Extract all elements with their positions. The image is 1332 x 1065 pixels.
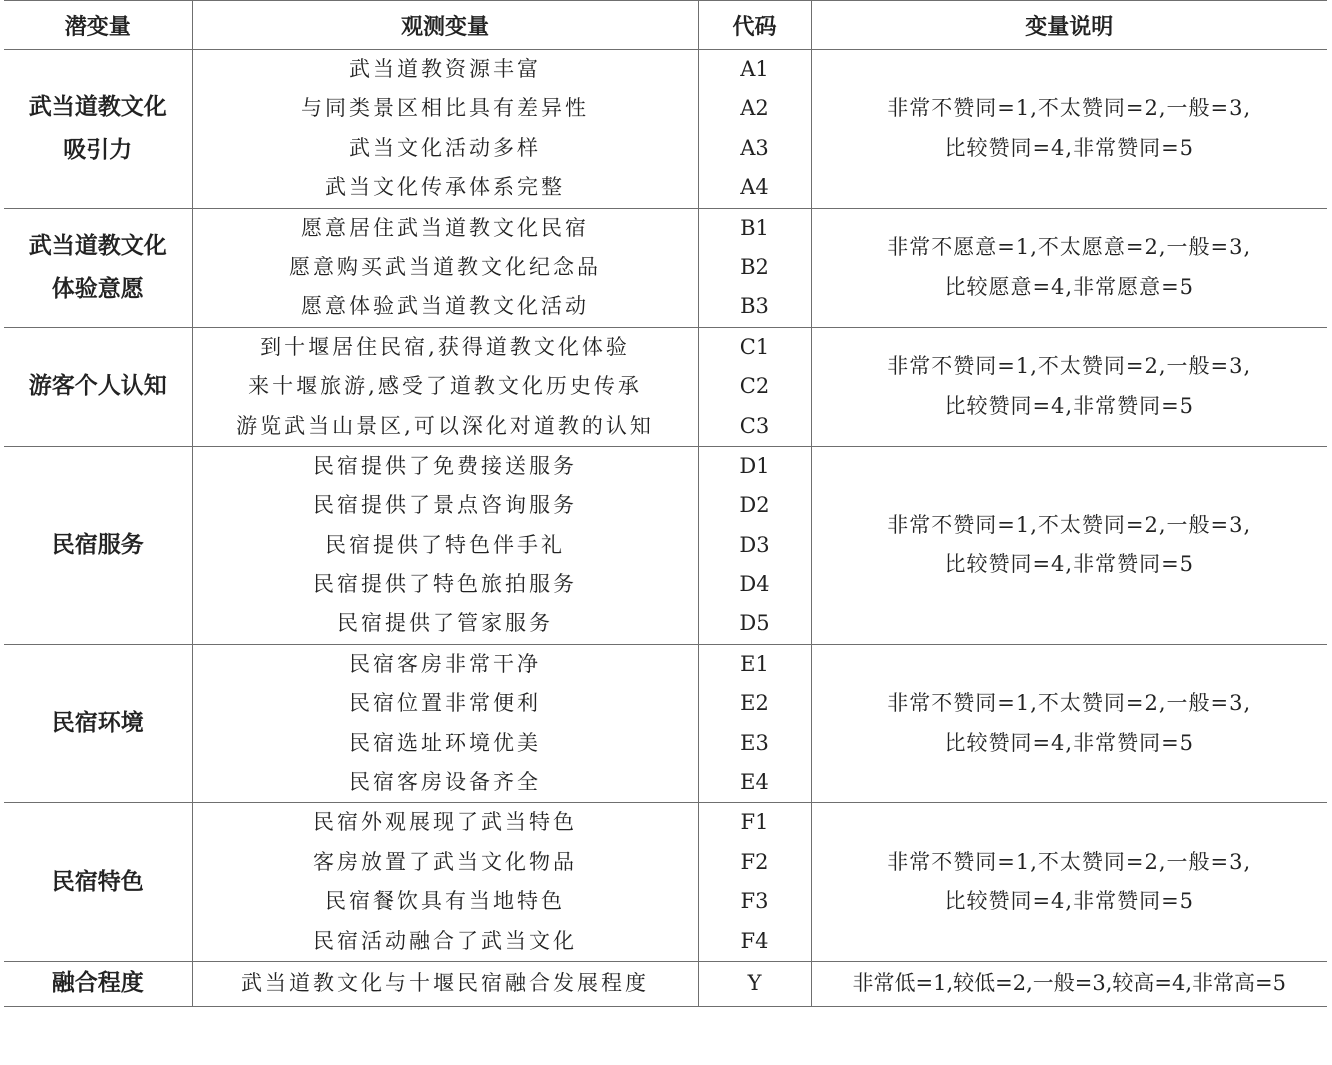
header-observed-variable: 观测变量 — [192, 1, 698, 50]
code-text: C1 — [739, 334, 770, 359]
code-text: B2 — [740, 254, 769, 279]
variable-description-text: 非常不赞同=1,不太赞同=2,一般=3, — [887, 691, 1252, 716]
latent-variable-label: 武当道教文化 — [28, 93, 167, 120]
code-text: A3 — [740, 135, 769, 160]
observed-variable-text: 民宿活动融合了武当文化 — [313, 928, 577, 953]
latent-variable-label: 游客个人认知 — [28, 373, 167, 400]
table-row — [4, 644, 1327, 803]
code-text: B3 — [740, 294, 769, 319]
variable-description-text: 非常不赞同=1,不太赞同=2,一般=3, — [887, 512, 1252, 537]
latent-variable-label: 武当道教文化 — [28, 232, 167, 259]
latent-variable-label: 融合程度 — [51, 970, 144, 997]
variable-table — [4, 0, 1327, 1007]
variable-description-text: 比较赞同=4,非常赞同=5 — [944, 889, 1195, 914]
table-row — [4, 50, 1327, 209]
variable-description-text: 比较赞同=4,非常赞同=5 — [944, 552, 1195, 577]
code-text: A1 — [740, 57, 769, 81]
observed-variable-text: 愿意购买武当道教文化纪念品 — [289, 254, 601, 279]
latent-variable-cell — [4, 208, 192, 327]
observed-variable-cell — [192, 446, 698, 644]
code-text: F1 — [740, 810, 769, 835]
latent-variable-cell — [4, 644, 192, 803]
observed-variable-text: 到十堰居住民宿,获得道教文化体验 — [260, 334, 630, 359]
latent-variable-cell — [4, 803, 192, 962]
code-text: D1 — [739, 453, 770, 478]
variable-description-cell — [811, 327, 1327, 446]
observed-variable-text: 民宿提供了免费接送服务 — [313, 453, 577, 478]
variable-description-text: 比较赞同=4,非常赞同=5 — [944, 393, 1195, 418]
code-text: C3 — [739, 413, 770, 438]
latent-variable-cell — [4, 327, 192, 446]
latent-variable-cell — [4, 50, 192, 209]
variable-description-cell — [811, 50, 1327, 209]
observed-variable-text: 愿意体验武当道教文化活动 — [301, 294, 589, 319]
table-row — [4, 961, 1327, 1006]
observed-variable-text: 客房放置了武当文化物品 — [313, 849, 577, 874]
code-cell — [698, 446, 811, 644]
code-text: F4 — [740, 928, 769, 953]
code-text: C2 — [739, 374, 770, 399]
code-cell — [698, 327, 811, 446]
observed-variable-text: 民宿提供了特色伴手礼 — [325, 532, 565, 557]
header-row — [4, 1, 1327, 50]
variable-description-cell — [811, 446, 1327, 644]
code-cell — [698, 208, 811, 327]
code-text: E3 — [740, 730, 769, 755]
observed-variable-text: 游览武当山景区,可以深化对道教的认知 — [236, 413, 654, 438]
variable-description-text: 比较赞同=4,非常赞同=5 — [944, 730, 1195, 755]
table-row — [4, 208, 1327, 327]
table-row — [4, 327, 1327, 446]
latent-variable-label: 民宿环境 — [51, 710, 144, 737]
observed-variable-text: 愿意居住武当道教文化民宿 — [301, 215, 589, 240]
code-text: E1 — [740, 651, 769, 676]
observed-variable-text: 民宿提供了管家服务 — [337, 611, 553, 636]
latent-variable-label: 体验意愿 — [51, 275, 144, 302]
code-text: D5 — [739, 611, 770, 636]
table-row — [4, 803, 1327, 962]
header-variable-description: 变量说明 — [811, 1, 1327, 50]
observed-variable-text: 武当文化活动多样 — [349, 135, 541, 160]
observed-variable-cell — [192, 803, 698, 962]
variable-description-text: 非常不愿意=1,不太愿意=2,一般=3, — [887, 235, 1252, 260]
observed-variable-cell — [192, 644, 698, 803]
observed-variable-text: 武当道教资源丰富 — [349, 57, 541, 81]
code-text: E2 — [740, 691, 769, 716]
code-text: A2 — [740, 96, 769, 121]
code-cell — [698, 803, 811, 962]
observed-variable-cell — [192, 208, 698, 327]
observed-variable-text: 民宿提供了景点咨询服务 — [313, 493, 577, 518]
variable-description-cell — [811, 644, 1327, 803]
code-text: B1 — [740, 215, 769, 240]
table-body — [4, 50, 1327, 1007]
observed-variable-text: 民宿餐饮具有当地特色 — [325, 889, 565, 914]
header-code: 代码 — [698, 1, 811, 50]
latent-variable-cell — [4, 961, 192, 1006]
code-text: Y — [747, 971, 762, 996]
code-cell — [698, 644, 811, 803]
observed-variable-text: 与同类景区相比具有差异性 — [301, 96, 589, 121]
table-row — [4, 446, 1327, 644]
observed-variable-text: 来十堰旅游,感受了道教文化历史传承 — [248, 374, 642, 399]
observed-variable-text: 武当文化传承体系完整 — [325, 175, 565, 200]
variable-description-cell — [811, 208, 1327, 327]
variable-description-cell — [811, 803, 1327, 962]
variable-description-text: 非常不赞同=1,不太赞同=2,一般=3, — [887, 849, 1252, 874]
code-text: E4 — [740, 770, 769, 795]
header-latent-variable: 潜变量 — [4, 1, 192, 50]
observed-variable-cell — [192, 327, 698, 446]
observed-variable-text: 民宿客房设备齐全 — [349, 770, 541, 795]
observed-variable-text: 民宿选址环境优美 — [349, 730, 541, 755]
observed-variable-text: 民宿外观展现了武当特色 — [313, 810, 577, 835]
observed-variable-cell — [192, 961, 698, 1006]
code-text: D3 — [739, 532, 770, 557]
variable-description-cell — [811, 961, 1327, 1006]
latent-variable-label: 民宿服务 — [51, 531, 144, 558]
code-text: D4 — [739, 572, 770, 597]
latent-variable-cell — [4, 446, 192, 644]
variable-description-text: 非常不赞同=1,不太赞同=2,一般=3, — [887, 96, 1252, 121]
variable-description-text: 比较赞同=4,非常赞同=5 — [944, 135, 1195, 160]
variable-table-container — [4, 0, 1327, 1007]
code-text: F2 — [740, 849, 769, 874]
latent-variable-label: 吸引力 — [63, 136, 133, 163]
observed-variable-text: 民宿提供了特色旅拍服务 — [313, 572, 577, 597]
variable-description-text: 非常不赞同=1,不太赞同=2,一般=3, — [887, 354, 1252, 379]
observed-variable-cell — [192, 50, 698, 209]
code-cell — [698, 961, 811, 1006]
latent-variable-label: 民宿特色 — [51, 868, 144, 895]
variable-description-text: 比较愿意=4,非常愿意=5 — [944, 274, 1195, 299]
observed-variable-text: 武当道教文化与十堰民宿融合发展程度 — [241, 971, 649, 996]
observed-variable-text: 民宿位置非常便利 — [349, 691, 541, 716]
code-cell — [698, 50, 811, 209]
variable-description-text: 非常低=1,较低=2,一般=3,较高=4,非常高=5 — [852, 971, 1286, 996]
code-text: D2 — [739, 493, 770, 518]
code-text: F3 — [740, 889, 769, 914]
observed-variable-text: 民宿客房非常干净 — [349, 651, 541, 676]
code-text: A4 — [740, 175, 769, 200]
